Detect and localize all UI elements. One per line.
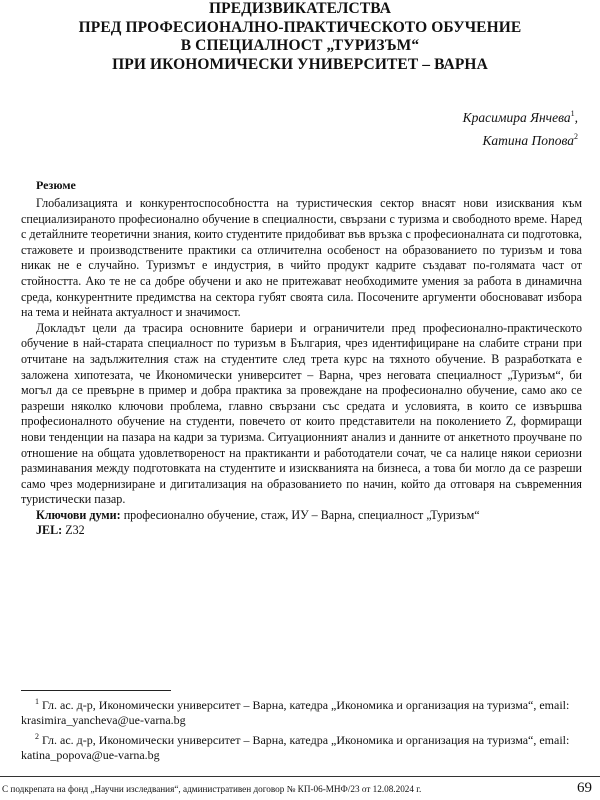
footnote-2 (21, 729, 582, 764)
keywords-line (21, 508, 582, 524)
author-2-name: Катина Попова (482, 133, 574, 148)
keywords-text: професионално обучение, стаж, ИУ – Варна, специалност „Туризъм“ (123, 507, 480, 522)
title-line-1: ПРЕДИЗВИКАТЕЛСТВА (208, 0, 392, 17)
author-1: Красимира Янчева$^1$, (462, 109, 578, 125)
title-line-4: ПРИ ИКОНОМИЧЕСКИ УНИВЕРСИТЕТ – ВАРНА (112, 55, 488, 73)
author-1-name: Красимира Янчева (462, 110, 571, 125)
page-number: 69 (577, 780, 592, 796)
author-2-footnote-mark: 2 (574, 132, 578, 141)
abstract-body (21, 196, 582, 539)
author-list (463, 104, 578, 150)
title-line-3: В СПЕЦИАЛНОСТ „ТУРИЗЪМ“ (180, 37, 420, 54)
footnote-2-mark: 2 (35, 731, 39, 741)
paper-title (20, 0, 580, 74)
jel-code: Z32 (65, 523, 85, 538)
footnote-1-text: Гл. ас. д-р, Икономически университет – Варна, катедра „Икономика и организация на туризма“, email: krasimira_yancheva@ue-varna.bg (21, 698, 570, 728)
author-1-footnote-mark: 1 (570, 109, 575, 118)
author-2 (463, 127, 578, 150)
footer-divider (0, 776, 600, 777)
footnote-2-text: Гл. ас. д-р, Икономически университет – Варна, катедра „Икономика и организация на туризма“, email: katina_popova@ue-varna.bg (21, 732, 570, 763)
title-line-2: ПРЕД ПРОФЕСИОНАЛНО-ПРАКТИЧЕСКОТО ОБУЧЕНИЕ (78, 18, 522, 36)
footnote-divider (21, 690, 171, 691)
abstract-paragraph-1: Глобализацията и конкурентоспособността на туристическия сектор внасят нови изисквания към специализираното професионално обучение в специалности, свързани с туризма и свободното време. Наред с детайлните теоретични знания, които студентите придобиват във връзка с професионалната си подготовка, стажовете и производствените практики са отличителна особеност на образованието по туризъм и това никак не е случайно. Туризмът е индустрия, в чийто продукт кадрите създават по-голямата част от стойността. Ако те не са добре обучени и ако не притежават необходимите умения за работа в динамична среда, конкурентните предимства на сектора губят своята сила. Посочените аргументи обосновават избора на тема и нейната актуалност и значимост. (21, 196, 582, 320)
keywords-label: Ключови думи: (36, 507, 121, 522)
footnotes (21, 694, 582, 764)
funding-note: С подкрепата на фонд „Научни изследвания“, административен договор № КП-06-МНФ/23 от 12.08.2024 г. (2, 784, 422, 794)
abstract-heading: Резюме (36, 178, 76, 192)
footnote-1-mark: 1 (35, 697, 39, 706)
jel-line (21, 523, 582, 539)
abstract-paragraph-2: Докладът цели да трасира основните бариери и ограничители пред професионално-практическото обучение в най-старата специалност по туризъм в България, чрез идентифициране на слабите страни при отчитане на задължителния стаж на студентите след трета курс на тяхното обучение. В разработката е заложена хипотезата, че Икономически университет – Варна, чрез неговата специалност „Туризъм“, би могъл да се превърне в пример и добра практика за провеждане на професионално обучение, само ако се разреши няколко ключови проблема, главно свързани със средата и условията, в които се извършва професионалното обучение на студенти, повечето от които представители на поколението Z, формиращи нови тенденции на пазара на кадри за туризма. Ситуационният анализ и данните от анкетното проучване по отношение на общата удовлетвореност на практиканти и работодатели сочат, че са налице някои сериозни разминавания между подготовката на студентите и изискванията на бизнеса, а това би могло да се разреши само чрез модернизиране и дигитализация на образованието по начин, който да отговаря на съвременния туристически пазар. (21, 320, 582, 507)
jel-label: JEL: (36, 523, 63, 538)
footnote-1 (21, 694, 582, 729)
